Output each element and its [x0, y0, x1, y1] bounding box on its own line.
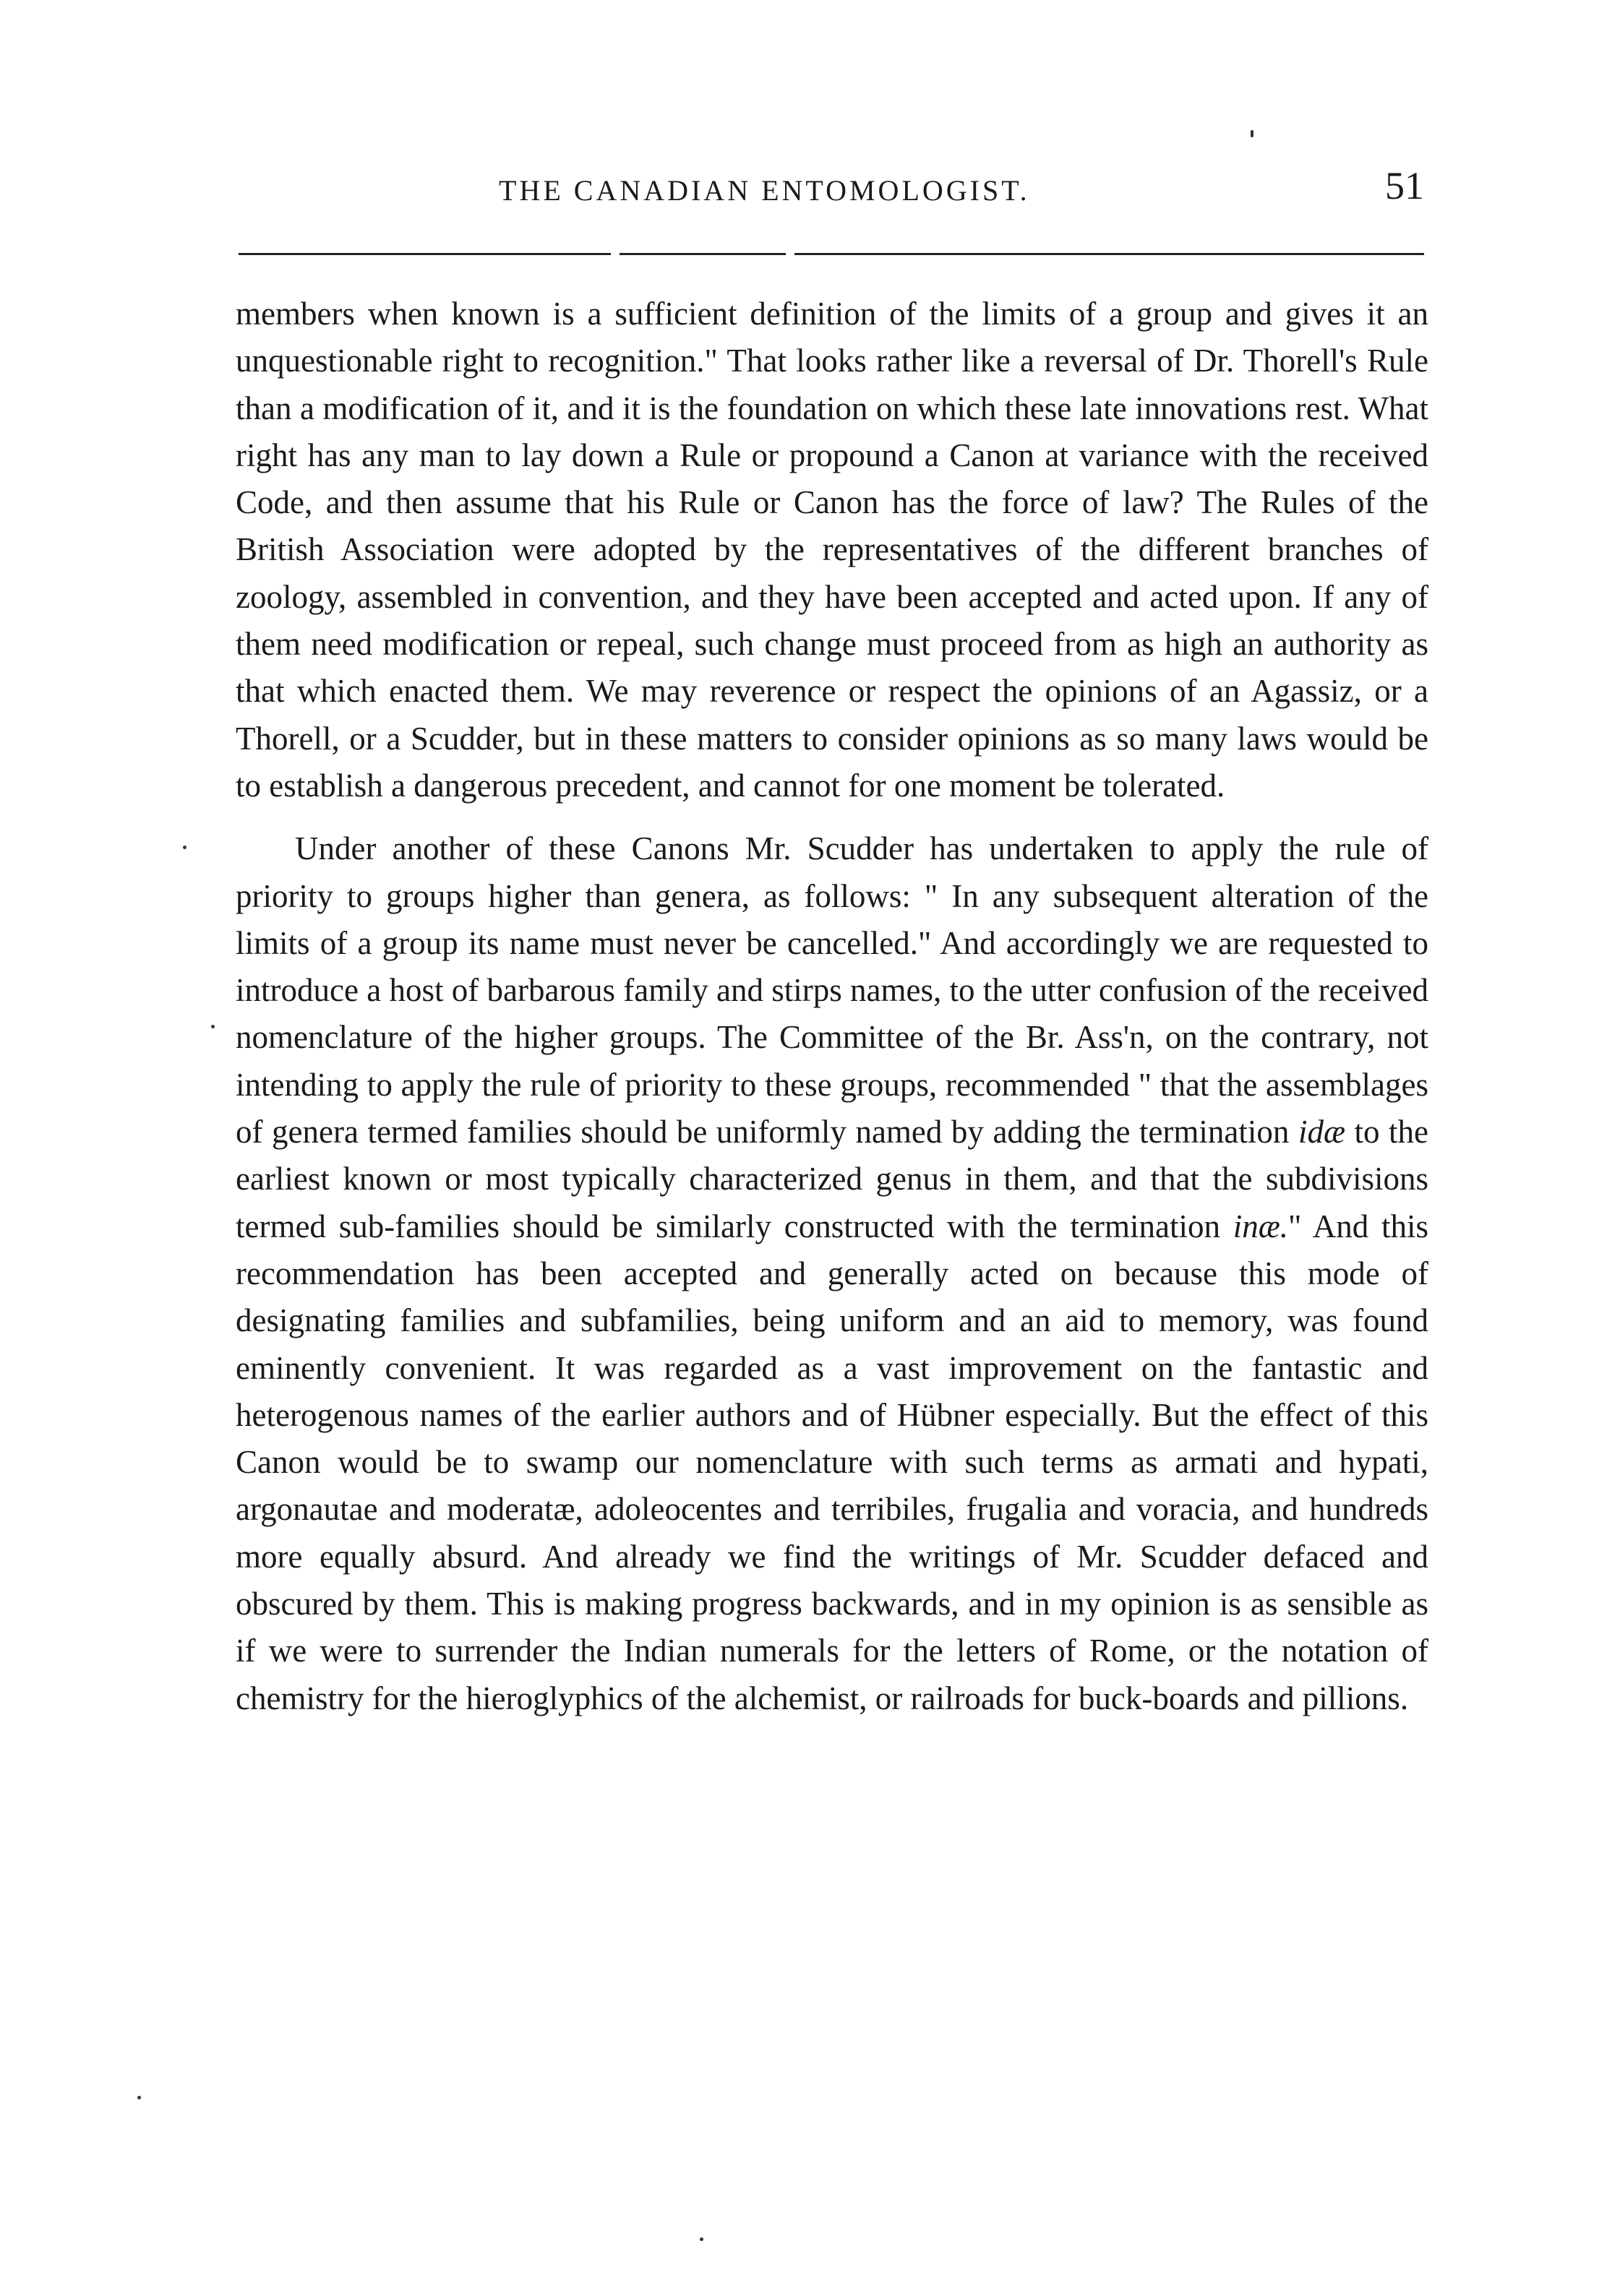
italic-term-idae: idæ: [1298, 1114, 1345, 1151]
header-rule-gap: [786, 250, 794, 257]
paragraph-text: to the earliest known or most typically characterized genus in them, and that the subdivisions termed sub-families should be similarly constructed with the termination: [236, 1114, 1429, 1244]
print-speck: [137, 2096, 141, 2099]
print-speck: [1251, 130, 1253, 137]
paragraph-1: [236, 291, 1428, 809]
header-rule-gap: [611, 250, 620, 257]
print-speck: [211, 1025, 215, 1028]
running-head: [239, 164, 1424, 218]
body-text: [236, 291, 1428, 1722]
print-speck: [183, 846, 187, 849]
header-rule: [239, 253, 1424, 255]
paragraph-2: [236, 825, 1428, 1722]
running-title: THE CANADIAN ENTOMOLOGIST.: [499, 174, 1030, 207]
page-number: 51: [1385, 164, 1424, 207]
print-speck: [700, 2237, 703, 2241]
paragraph-text: " And this recommendation has been accepted and generally acted on because this mode of designating families and subfamilies, being uniform and an aid to memory, was found eminently convenient. It was regarded as a vast improvement on the fantastic and heterogenous names of the earlier authors and of Hübner especially. But the effect of this Canon would be to swamp our nomenclature with such terms as armati and hypati, argonautae and moderatæ, adoleocentes and terribiles, frugalia and voracia, and hundreds more equally absurd. And already we find the writings of Mr. Scudder defaced and obscured by them. This is making progress backwards, and in my opinion is as sensible as if we were to surrender the Indian numerals for the letters of Rome, or the notation of chemistry for the hieroglyphics of the alchemist, or railroads for buck-boards and pillions.: [236, 1208, 1428, 1716]
paragraph-text: members when known is a sufficient definition of the limits of a group and gives it an unquestionable right to recognition." That looks rather like a reversal of Dr. Thorell's Rule than a modification of it, and it is the foundation on which these late innovations rest. What right has any man to lay down a Rule or propound a Canon at variance with the received Code, and then assume that his Rule or Canon has the force of law? The Rules of the British Association were adopted by the representatives of the different branches of zoology, assembled in convention, and they have been accepted and acted upon. If any of them need modification or repeal, such change must proceed from as high an authority as that which enacted them. We may reverence or respect the opinions of an Agassiz, or a Thorell, or a Scudder, but in these matters to consider opinions as so many laws would be to establish a dangerous precedent, and cannot for one moment be tolerated.: [236, 296, 1428, 804]
paragraph-text: Under another of these Canons Mr. Scudder has undertaken to apply the rule of priority to groups higher than genera, as follows: " In any subsequent alteration of the limits of a group its name must never be cancelled." And accordingly we are requested to introduce a host of barbarous family and stirps names, to the utter confusion of the received nomenclature of the higher groups. The Committee of the Br. Ass'n, on the contrary, not intending to apply the rule of priority to these groups, recommended " that the assemblages of genera termed families should be uniformly named by adding the termination: [236, 830, 1428, 1151]
italic-term-inae: inæ.: [1233, 1208, 1289, 1244]
